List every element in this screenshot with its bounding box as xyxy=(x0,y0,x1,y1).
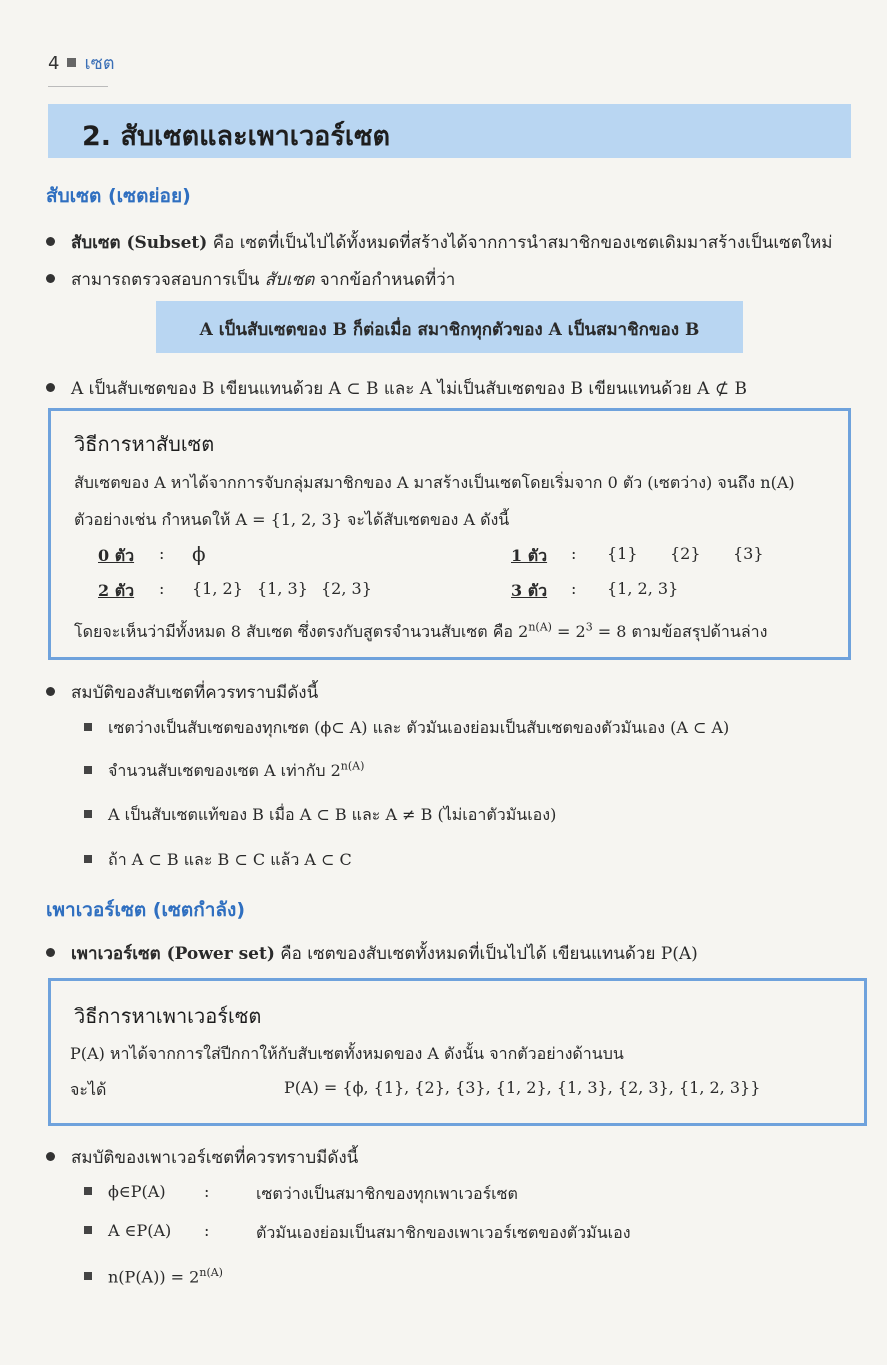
subset-props-heading: สมบัติของสับเซตที่ควรทราบมีดังนี้ xyxy=(71,683,319,703)
one-colon: : xyxy=(571,544,577,563)
powerset-prop-3-text: n(P(A)) = 2 xyxy=(108,1267,200,1287)
subset-prop-1 xyxy=(84,716,729,741)
page-number: 4 xyxy=(48,53,60,74)
subset-prop-2 xyxy=(84,759,364,784)
bullet-powerset-definition xyxy=(46,940,698,967)
powerset-prop-2-colon: : xyxy=(204,1221,210,1240)
powerset-props-heading: สมบัติของเพาเวอร์เซตที่ควรทราบมีดังนี้ xyxy=(71,1148,359,1168)
sub-bullet-icon xyxy=(84,766,92,774)
subset-prop-2-text: จำนวนสับเซตของเซต A เท่ากับ 2 xyxy=(108,761,341,780)
powerset-prop-1-expr: ϕ∈P(A) xyxy=(108,1182,166,1201)
zero-elements-label: 0 ตัว xyxy=(98,546,135,565)
powerset-prop-3-exponent: n(A) xyxy=(199,1266,223,1279)
bullet-dot-icon xyxy=(46,1152,55,1161)
check-suffix: จากข้อกำหนดที่ว่า xyxy=(314,270,456,290)
sub-bullet-icon xyxy=(84,1272,92,1280)
check-prefix: สามารถตรวจสอบการเป็น xyxy=(71,270,265,290)
powerset-method-label: จะได้ xyxy=(70,1080,107,1099)
subset-prop-4-text: ถ้า A ⊂ B และ B ⊂ C แล้ว A ⊂ C xyxy=(108,850,352,869)
powerset-method-title: วิธีการหาเพาเวอร์เซต xyxy=(74,1004,262,1028)
powerset-prop-1-colon: : xyxy=(204,1182,210,1201)
subset-heading: สับเซต (เซตย่อย) xyxy=(46,185,191,207)
sub-bullet-icon xyxy=(84,1187,92,1195)
bullet-powerset-properties xyxy=(46,1144,358,1171)
powerset-prop-2 xyxy=(84,1221,784,1240)
page-header xyxy=(48,48,115,77)
powerset-heading: เพาเวอร์เซต (เซตกำลัง) xyxy=(46,899,245,921)
subset-prop-2-exponent: n(A) xyxy=(340,759,365,773)
powerset-method-box xyxy=(48,978,867,1126)
powerset-prop-1-text: เซตว่างเป็นสมาชิกของทุกเพาเวอร์เซต xyxy=(256,1184,518,1203)
summary-exponent-2: 3 xyxy=(585,620,593,634)
check-italic: สับเซต xyxy=(264,270,315,290)
subset-prop-4 xyxy=(84,848,352,873)
subset-prop-3 xyxy=(84,803,556,828)
powerset-prop-2-text: ตัวมันเองย่อมเป็นสมาชิกของเพาเวอร์เซตของตัวมันเอง xyxy=(256,1223,631,1242)
bullet-dot-icon xyxy=(46,383,55,392)
subset-desc: คือ เซตที่เป็นไปได้ทั้งหมดที่สร้างได้จากการนำสมาชิกของเซตเดิมมาสร้างเป็นเซตใหม่ xyxy=(207,233,833,253)
two-value-2: {1, 3} xyxy=(257,579,308,598)
zero-value: ϕ xyxy=(192,542,206,566)
bullet-subset-notation xyxy=(46,375,747,402)
three-value-1: {1, 2, 3} xyxy=(607,579,679,598)
powerset-desc: คือ เซตของสับเซตทั้งหมดที่เป็นไปได้ เขียนแทนด้วย P(A) xyxy=(274,944,698,964)
two-value-1: {1, 2} xyxy=(192,579,243,598)
summary-pre: โดยจะเห็นว่ามีทั้งหมด 8 สับเซต ซึ่งตรงกับสูตรจำนวนสับเซต คือ 2 xyxy=(74,622,529,641)
one-value-1: {1} xyxy=(607,544,638,563)
summary-mid: = 2 xyxy=(551,622,586,641)
header-square-icon xyxy=(67,58,76,67)
header-divider xyxy=(48,86,108,87)
sub-bullet-icon xyxy=(84,810,92,818)
bullet-subset-properties xyxy=(46,679,318,706)
subset-method-line2: ตัวอย่างเช่น กำหนดให้ A = {1, 2, 3} จะได้สับเซตของ A ดังนี้ xyxy=(74,510,510,529)
sub-bullet-icon xyxy=(84,723,92,731)
powerset-prop-1 xyxy=(84,1182,784,1201)
sub-bullet-icon xyxy=(84,1226,92,1234)
two-elements-label: 2 ตัว xyxy=(98,581,135,600)
three-colon: : xyxy=(571,579,577,598)
powerset-prop-3 xyxy=(84,1266,223,1286)
summary-post: = 8 ตามข้อสรุปด้านล่าง xyxy=(592,622,768,641)
bullet-dot-icon xyxy=(46,274,55,283)
subset-method-title: วิธีการหาสับเซต xyxy=(74,432,215,456)
subset-prop-1-text: เซตว่างเป็นสับเซตของทุกเซต (ϕ⊂ A) และ ตัวมันเองย่อมเป็นสับเซตของตัวมันเอง (A ⊂ A) xyxy=(108,718,730,737)
three-elements-label: 3 ตัว xyxy=(511,581,548,600)
one-element-label: 1 ตัว xyxy=(511,546,548,565)
powerset-example: P(A) = {ϕ, {1}, {2}, {3}, {1, 2}, {1, 3}, {2, 3}, {1, 2, 3}} xyxy=(284,1078,761,1097)
chapter-title: เซต xyxy=(84,53,115,74)
zero-colon: : xyxy=(159,544,165,563)
bullet-subset-definition xyxy=(46,229,832,256)
subset-method-line1: สับเซตของ A หาได้จากการจับกลุ่มสมาชิกของ A มาสร้างเป็นเซตโดยเริ่มจาก 0 ตัว (เซตว่าง) จนถึง n(A) xyxy=(74,473,795,492)
two-colon: : xyxy=(159,579,165,598)
one-value-3: {3} xyxy=(733,544,764,563)
subset-summary xyxy=(74,620,767,645)
subset-term: สับเซต (Subset) xyxy=(71,233,208,253)
subset-prop-3-text: A เป็นสับเซตแท้ของ B เมื่อ A ⊂ B และ A ≠ B (ไม่เอาตัวมันเอง) xyxy=(108,805,557,824)
two-value-3: {2, 3} xyxy=(321,579,372,598)
definition-box xyxy=(156,301,743,353)
bullet-subset-check xyxy=(46,266,455,293)
one-value-2: {2} xyxy=(670,544,701,563)
powerset-prop-2-expr: A ∈P(A) xyxy=(108,1221,172,1240)
notation-text: A เป็นสับเซตของ B เขียนแทนด้วย A ⊂ B และ A ไม่เป็นสับเซตของ B เขียนแทนด้วย A ⊄ B xyxy=(71,379,747,399)
bullet-dot-icon xyxy=(46,948,55,957)
subset-method-box xyxy=(48,408,851,660)
summary-exponent-1: n(A) xyxy=(528,620,552,634)
powerset-term: เพาเวอร์เซต (Power set) xyxy=(71,944,275,964)
section-title-bar xyxy=(48,104,851,158)
bullet-dot-icon xyxy=(46,237,55,246)
section-title: 2. สับเซตและเพาเวอร์เซต xyxy=(82,121,390,152)
bullet-dot-icon xyxy=(46,687,55,696)
powerset-method-line1: P(A) หาได้จากการใส่ปีกกาให้กับสับเซตทั้งหมดของ A ดังนั้น จากตัวอย่างด้านบน xyxy=(70,1044,624,1063)
sub-bullet-icon xyxy=(84,855,92,863)
definition-text: A เป็นสับเซตของ B ก็ต่อเมื่อ สมาชิกทุกตัวของ A เป็นสมาชิกของ B xyxy=(199,320,700,340)
